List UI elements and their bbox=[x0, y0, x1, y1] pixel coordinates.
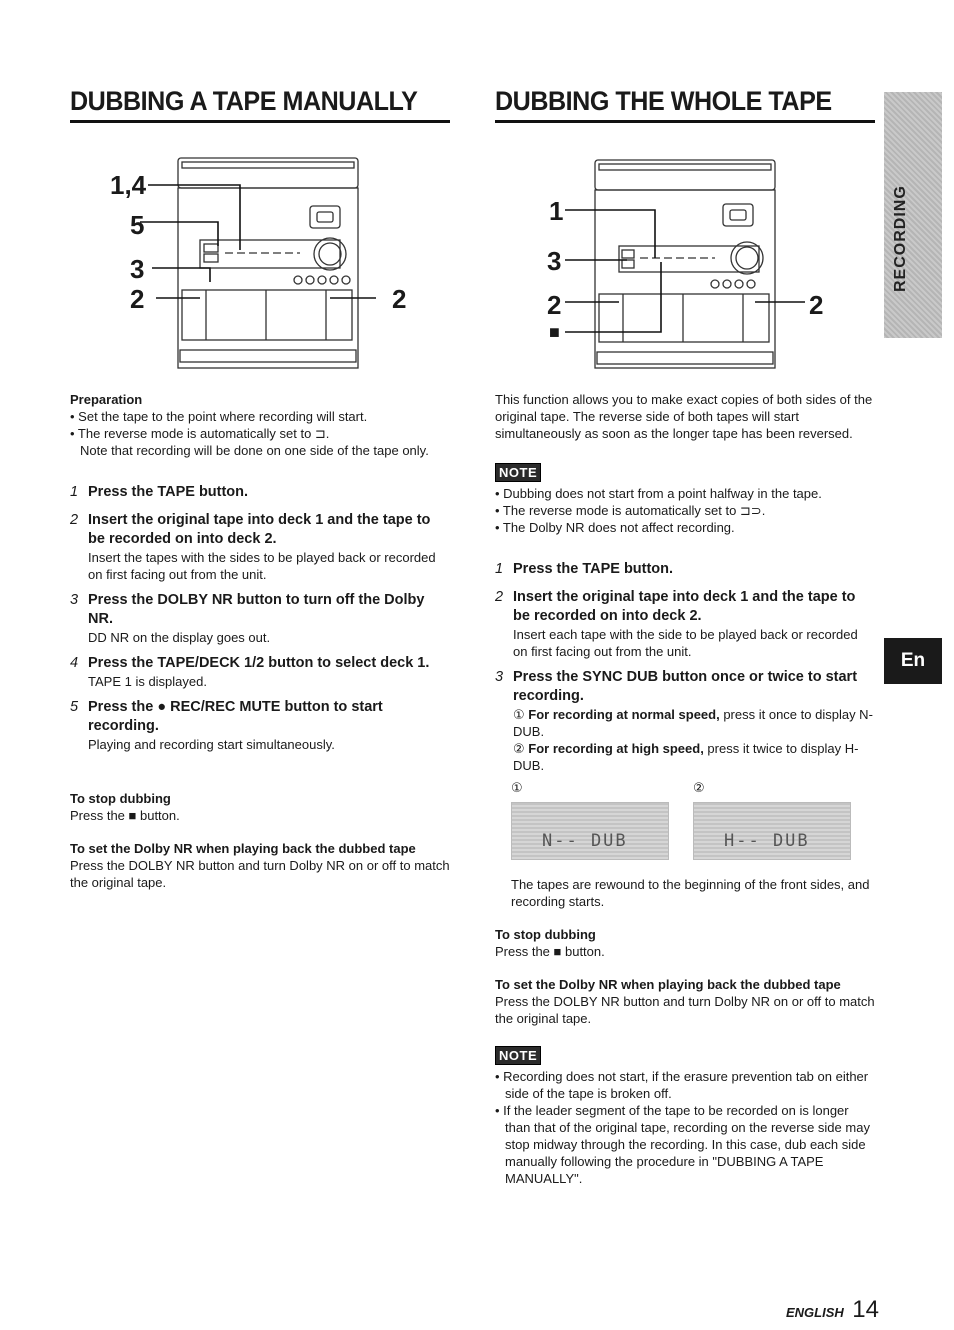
right-step bbox=[495, 588, 875, 660]
right-intro: This function allows you to make exact copies of both sides of the original tape. The reverse side of both tapes will start simultaneously as soon as the longer tape has been reversed. bbox=[495, 392, 873, 441]
step-title: Press the TAPE button. bbox=[513, 561, 674, 577]
step-title: Press the DOLBY NR button to turn off the Dolby NR. bbox=[88, 592, 425, 627]
left-heading-rule bbox=[70, 120, 450, 123]
n-dub-display bbox=[511, 802, 669, 860]
left-callout-2a: 2 bbox=[130, 284, 145, 314]
note-badge-1 bbox=[495, 463, 541, 482]
preparation-title: Preparation bbox=[70, 392, 143, 407]
step-title: Press the ● REC/REC MUTE button to start recording. bbox=[88, 699, 383, 734]
step-description: Insert each tape with the side to be played back or recorded on first facing out from the unit. bbox=[513, 627, 858, 659]
note-item: • Recording does not start, if the erasure prevention tab on either side of the tape is broken off. bbox=[495, 1069, 869, 1101]
step-number: 2 bbox=[70, 512, 79, 528]
right-callout-stop: ■ bbox=[549, 322, 560, 342]
note-1-list bbox=[495, 485, 875, 536]
step-title: Insert the original tape into deck 1 and the tape to be recorded on into deck 2. bbox=[88, 512, 431, 547]
right-heading: DUBBING THE WHOLE TAPE bbox=[495, 86, 832, 116]
step-title: Press the SYNC DUB button once or twice to start recording. bbox=[513, 669, 858, 704]
display-mark-2: ② bbox=[693, 780, 705, 795]
dolby-title: To set the Dolby NR when playing back the dubbed tape bbox=[495, 977, 841, 992]
preparation-section bbox=[70, 391, 450, 459]
right-step bbox=[495, 668, 875, 774]
left-stereo-diagram bbox=[100, 150, 420, 375]
dolby-text: Press the DOLBY NR button and turn Dolby NR on or off to match the original tape. bbox=[70, 858, 450, 890]
left-heading: DUBBING A TAPE MANUALLY bbox=[70, 86, 418, 116]
note-item: • The reverse mode is automatically set to ⊐⊃. bbox=[495, 503, 766, 518]
right-dolby-section bbox=[495, 976, 875, 1027]
h-dub-display bbox=[693, 802, 851, 860]
step-description: DD NR on the display goes out. bbox=[88, 630, 271, 645]
recording-side-tab bbox=[884, 92, 942, 338]
option-bold: For recording at high speed, bbox=[528, 741, 704, 756]
left-steps bbox=[70, 483, 450, 753]
preparation-bullet: • Set the tape to the point where recording will start. bbox=[70, 409, 368, 424]
preparation-bullet: • The reverse mode is automatically set to ⊐. bbox=[70, 426, 330, 441]
preparation-note: Note that recording will be done on one side of the tape only. bbox=[80, 443, 429, 458]
rewound-text: The tapes are rewound to the beginning of the front sides, and recording starts. bbox=[511, 877, 870, 909]
right-callout-3: 3 bbox=[547, 246, 562, 276]
left-callout-2b: 2 bbox=[392, 284, 407, 314]
step-number: 3 bbox=[70, 592, 79, 608]
note-item: • Dubbing does not start from a point halfway in the tape. bbox=[495, 486, 822, 501]
step-title: Insert the original tape into deck 1 and the tape to be recorded on into deck 2. bbox=[513, 589, 856, 624]
left-step bbox=[70, 698, 450, 753]
display-mark-1: ① bbox=[511, 780, 523, 795]
left-callout-1-4: 1,4 bbox=[110, 170, 147, 200]
sync-option bbox=[495, 706, 875, 740]
note-label: NOTE bbox=[495, 1046, 541, 1065]
right-callout-2a: 2 bbox=[547, 290, 562, 320]
option-mark: ① bbox=[513, 707, 525, 722]
step-description: TAPE 1 is displayed. bbox=[88, 674, 207, 689]
right-stereo-diagram bbox=[525, 150, 845, 375]
display-text: H-- DUB bbox=[724, 831, 810, 851]
step-description: Playing and recording start simultaneously. bbox=[88, 737, 335, 752]
step-number: 1 bbox=[495, 561, 504, 577]
option-bold: For recording at normal speed, bbox=[528, 707, 720, 722]
option-mark: ② bbox=[513, 741, 525, 756]
step-number: 4 bbox=[70, 655, 79, 671]
left-callout-3: 3 bbox=[130, 254, 145, 284]
display-text: N-- DUB bbox=[542, 831, 628, 851]
right-heading-rule bbox=[495, 120, 875, 123]
note-item: • The Dolby NR does not affect recording. bbox=[495, 520, 735, 535]
note-badge-2 bbox=[495, 1046, 541, 1065]
left-step bbox=[70, 591, 450, 646]
stop-title: To stop dubbing bbox=[70, 791, 171, 806]
step-title: Press the TAPE button. bbox=[88, 484, 249, 500]
left-dolby-section bbox=[70, 840, 450, 891]
option-text: press it once to display N-DUB. bbox=[513, 707, 873, 739]
left-step bbox=[70, 483, 450, 502]
stop-text: Press the ■ button. bbox=[70, 808, 180, 823]
step-title: Press the TAPE/DECK 1/2 button to select deck 1. bbox=[88, 655, 430, 671]
right-steps bbox=[495, 560, 875, 774]
dolby-text: Press the DOLBY NR button and turn Dolby NR on or off to match the original tape. bbox=[495, 994, 875, 1026]
note-label: NOTE bbox=[495, 463, 541, 482]
right-step bbox=[495, 560, 875, 579]
left-stop-section bbox=[70, 790, 450, 824]
step-number: 1 bbox=[70, 484, 79, 500]
note-item: • If the leader segment of the tape to be recorded on is longer than that of the original tape, recording on the reverse side may stop midway through the recording. In this case, dub each side manually following the procedure in "DUBBING A TAPE MANUALLY". bbox=[495, 1103, 870, 1186]
right-callout-1: 1 bbox=[549, 196, 564, 226]
option-text: press it twice to display H-DUB. bbox=[513, 741, 859, 773]
right-callout-2b: 2 bbox=[809, 290, 824, 320]
note-2-list bbox=[495, 1068, 873, 1187]
recording-tab-label: RECORDING bbox=[892, 185, 909, 292]
left-callout-5: 5 bbox=[130, 210, 145, 240]
step-number: 5 bbox=[70, 699, 79, 715]
step-number: 3 bbox=[495, 669, 504, 685]
stop-text: Press the ■ button. bbox=[495, 944, 605, 959]
sync-option bbox=[495, 740, 875, 774]
footer-language: ENGLISH bbox=[786, 1305, 844, 1320]
step-number: 2 bbox=[495, 589, 504, 605]
left-step bbox=[70, 511, 450, 583]
language-tab-en: En bbox=[884, 638, 942, 684]
dolby-title: To set the Dolby NR when playing back the dubbed tape bbox=[70, 841, 416, 856]
left-step bbox=[70, 654, 450, 690]
page-number: 14 bbox=[852, 1296, 879, 1323]
step-description: Insert the tapes with the sides to be played back or recorded on first facing out from the unit. bbox=[88, 550, 436, 582]
stop-title: To stop dubbing bbox=[495, 927, 596, 942]
right-stop-section bbox=[495, 926, 875, 960]
page-footer bbox=[786, 1296, 879, 1324]
